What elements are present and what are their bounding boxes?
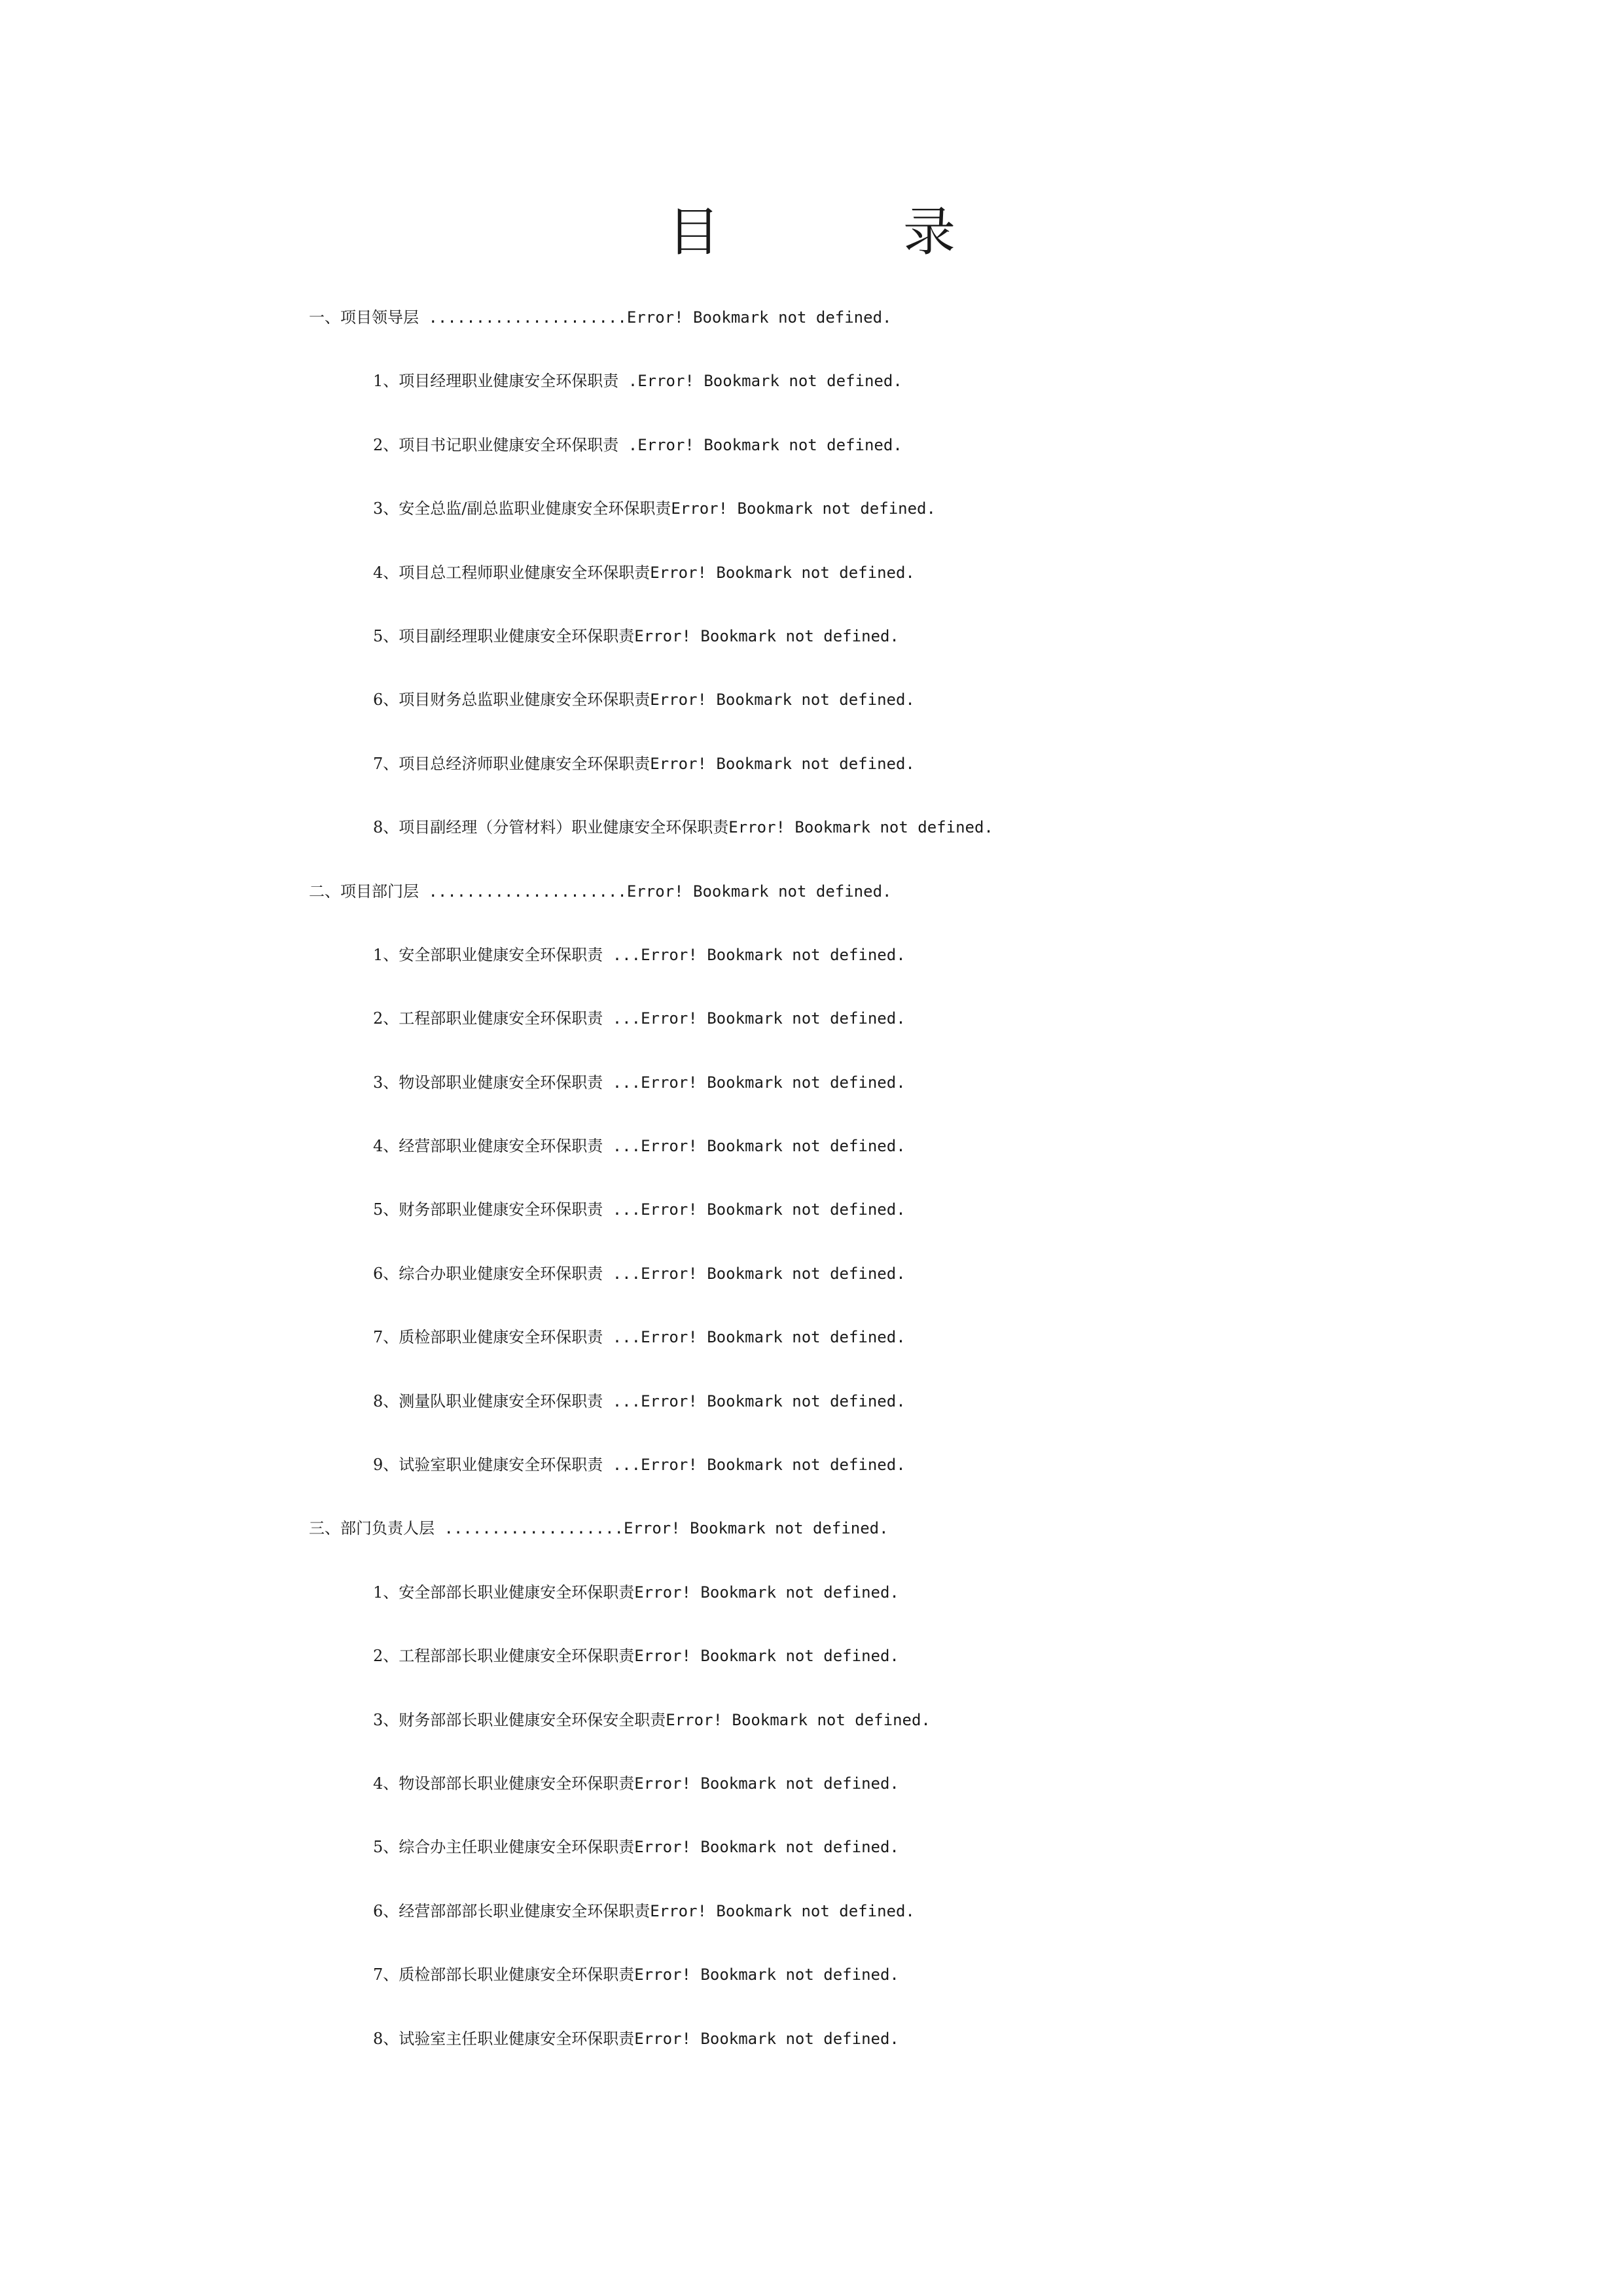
toc-entry-title: 2、项目书记职业健康安全环保职责 xyxy=(373,435,619,454)
toc-subsection-entry[interactable] xyxy=(0,919,1623,982)
toc-page-reference: Error! Bookmark not defined. xyxy=(641,1073,906,1092)
toc-dot-leader: ... xyxy=(603,1137,641,1156)
toc-dot-leader: ... xyxy=(603,1456,641,1475)
toc-page-reference: Error! Bookmark not defined. xyxy=(634,1583,899,1602)
toc-page-reference: Error! Bookmark not defined. xyxy=(641,1009,906,1028)
toc-page-reference: Error! Bookmark not defined. xyxy=(641,1200,906,1219)
toc-subsection-entry[interactable] xyxy=(0,1556,1623,1620)
toc-section-heading[interactable] xyxy=(0,281,1623,345)
page-title: 目 录 xyxy=(668,202,1021,262)
toc-page-reference: Error! Bookmark not defined. xyxy=(623,1519,889,1538)
toc-dot-leader: ... xyxy=(603,1073,641,1092)
toc-entry-title: 1、项目经理职业健康安全环保职责 xyxy=(373,372,619,391)
toc-subsection-entry[interactable] xyxy=(0,537,1623,600)
toc-page-reference: Error! Bookmark not defined. xyxy=(650,563,915,582)
toc-subsection-entry[interactable] xyxy=(0,728,1623,791)
toc-entry-title: 9、试验室职业健康安全环保职责 xyxy=(373,1456,603,1475)
toc-dot-leader: ... xyxy=(603,1009,641,1028)
toc-entry-title: 5、综合办主任职业健康安全环保职责 xyxy=(373,1838,635,1857)
toc-page-reference: Error! Bookmark not defined. xyxy=(641,1456,906,1475)
toc-page-reference: Error! Bookmark not defined. xyxy=(626,308,892,327)
toc-page-reference: Error! Bookmark not defined. xyxy=(634,626,899,645)
toc-entry-title: 6、经营部部部长职业健康安全环保职责 xyxy=(373,1901,651,1920)
toc-dot-leader: ... xyxy=(603,1200,641,1219)
toc-page-reference: Error! Bookmark not defined. xyxy=(637,372,902,391)
toc-page-reference: Error! Bookmark not defined. xyxy=(671,499,936,518)
toc-entry-title: 1、安全部部长职业健康安全环保职责 xyxy=(373,1583,635,1602)
toc-page-reference: Error! Bookmark not defined. xyxy=(666,1710,931,1729)
toc-entry-title: 6、项目财务总监职业健康安全环保职责 xyxy=(373,691,651,709)
toc-subsection-entry[interactable] xyxy=(0,1174,1623,1237)
toc-dot-leader: ... xyxy=(603,1264,641,1283)
toc-subsection-entry[interactable] xyxy=(0,600,1623,664)
toc-subsection-entry[interactable] xyxy=(0,345,1623,408)
toc-dot-leader: ... xyxy=(603,1328,641,1347)
toc-entry-title: 1、安全部职业健康安全环保职责 xyxy=(373,945,603,964)
toc-page-reference: Error! Bookmark not defined. xyxy=(641,945,906,964)
toc-entry-title: 3、财务部部长职业健康安全环保安全职责 xyxy=(373,1710,666,1729)
toc-subsection-entry[interactable] xyxy=(0,473,1623,536)
toc-subsection-entry[interactable] xyxy=(0,982,1623,1046)
toc-page-reference: Error! Bookmark not defined. xyxy=(626,882,892,901)
toc-subsection-entry[interactable] xyxy=(0,791,1623,855)
toc-entry-title: 8、测量队职业健康安全环保职责 xyxy=(373,1391,603,1410)
toc-page-reference: Error! Bookmark not defined. xyxy=(728,818,993,837)
table-of-contents xyxy=(0,281,1623,2066)
toc-subsection-entry[interactable] xyxy=(0,1365,1623,1429)
toc-subsection-entry[interactable] xyxy=(0,1301,1623,1365)
toc-page-reference: Error! Bookmark not defined. xyxy=(637,435,902,454)
toc-entry-title: 2、工程部职业健康安全环保职责 xyxy=(373,1009,603,1028)
toc-entry-title: 7、质检部部长职业健康安全环保职责 xyxy=(373,1965,635,1984)
toc-dot-leader: . xyxy=(618,372,638,391)
toc-dot-leader: . xyxy=(618,435,638,454)
toc-subsection-entry[interactable] xyxy=(0,2003,1623,2066)
toc-entry-title: 5、项目副经理职业健康安全环保职责 xyxy=(373,626,635,645)
toc-subsection-entry[interactable] xyxy=(0,1748,1623,1811)
toc-subsection-entry[interactable] xyxy=(0,1620,1623,1683)
toc-subsection-entry[interactable] xyxy=(0,1429,1623,1492)
toc-subsection-entry[interactable] xyxy=(0,1238,1623,1301)
toc-subsection-entry[interactable] xyxy=(0,664,1623,727)
toc-entry-title: 6、综合办职业健康安全环保职责 xyxy=(373,1264,603,1283)
toc-entry-title: 7、质检部职业健康安全环保职责 xyxy=(373,1328,603,1347)
toc-entry-title: 8、项目副经理（分管材料）职业健康安全环保职责 xyxy=(373,818,729,837)
toc-section-heading[interactable] xyxy=(0,1492,1623,1556)
toc-entry-title: 3、物设部职业健康安全环保职责 xyxy=(373,1073,603,1092)
toc-page-reference: Error! Bookmark not defined. xyxy=(634,1838,899,1857)
toc-page-reference: Error! Bookmark not defined. xyxy=(650,691,915,709)
toc-entry-title: 三、部门负责人层 xyxy=(309,1519,435,1538)
toc-entry-title: 4、经营部职业健康安全环保职责 xyxy=(373,1137,603,1156)
toc-subsection-entry[interactable] xyxy=(0,1047,1623,1110)
toc-page-reference: Error! Bookmark not defined. xyxy=(634,1965,899,1984)
toc-dot-leader: ... xyxy=(603,1391,641,1410)
toc-dot-leader: ................... xyxy=(435,1519,624,1538)
toc-entry-title: 2、工程部部长职业健康安全环保职责 xyxy=(373,1647,635,1666)
toc-subsection-entry[interactable] xyxy=(0,1811,1623,1874)
toc-page-reference: Error! Bookmark not defined. xyxy=(641,1137,906,1156)
toc-subsection-entry[interactable] xyxy=(0,1110,1623,1174)
toc-section-heading[interactable] xyxy=(0,855,1623,919)
toc-dot-leader: ... xyxy=(603,945,641,964)
toc-subsection-entry[interactable] xyxy=(0,1939,1623,2002)
toc-entry-title: 3、安全总监/副总监职业健康安全环保职责 xyxy=(373,499,671,518)
toc-page-reference: Error! Bookmark not defined. xyxy=(641,1264,906,1283)
toc-subsection-entry[interactable] xyxy=(0,1684,1623,1748)
toc-entry-title: 5、财务部职业健康安全环保职责 xyxy=(373,1200,603,1219)
toc-entry-title: 4、项目总工程师职业健康安全环保职责 xyxy=(373,563,651,582)
toc-entry-title: 一、项目领导层 xyxy=(309,308,419,327)
toc-dot-leader: ..................... xyxy=(419,308,627,327)
toc-page-reference: Error! Bookmark not defined. xyxy=(641,1391,906,1410)
toc-page-reference: Error! Bookmark not defined. xyxy=(634,1647,899,1666)
toc-subsection-entry[interactable] xyxy=(0,409,1623,473)
toc-entry-title: 8、试验室主任职业健康安全环保职责 xyxy=(373,2029,635,2048)
toc-page-reference: Error! Bookmark not defined. xyxy=(650,1901,915,1920)
toc-page-reference: Error! Bookmark not defined. xyxy=(634,2029,899,2048)
toc-dot-leader: ..................... xyxy=(419,882,627,901)
toc-subsection-entry[interactable] xyxy=(0,1875,1623,1939)
toc-page-reference: Error! Bookmark not defined. xyxy=(641,1328,906,1347)
toc-page-reference: Error! Bookmark not defined. xyxy=(634,1774,899,1793)
toc-entry-title: 4、物设部部长职业健康安全环保职责 xyxy=(373,1774,635,1793)
toc-entry-title: 二、项目部门层 xyxy=(309,882,419,901)
toc-entry-title: 7、项目总经济师职业健康安全环保职责 xyxy=(373,754,651,773)
toc-page-reference: Error! Bookmark not defined. xyxy=(650,754,915,773)
